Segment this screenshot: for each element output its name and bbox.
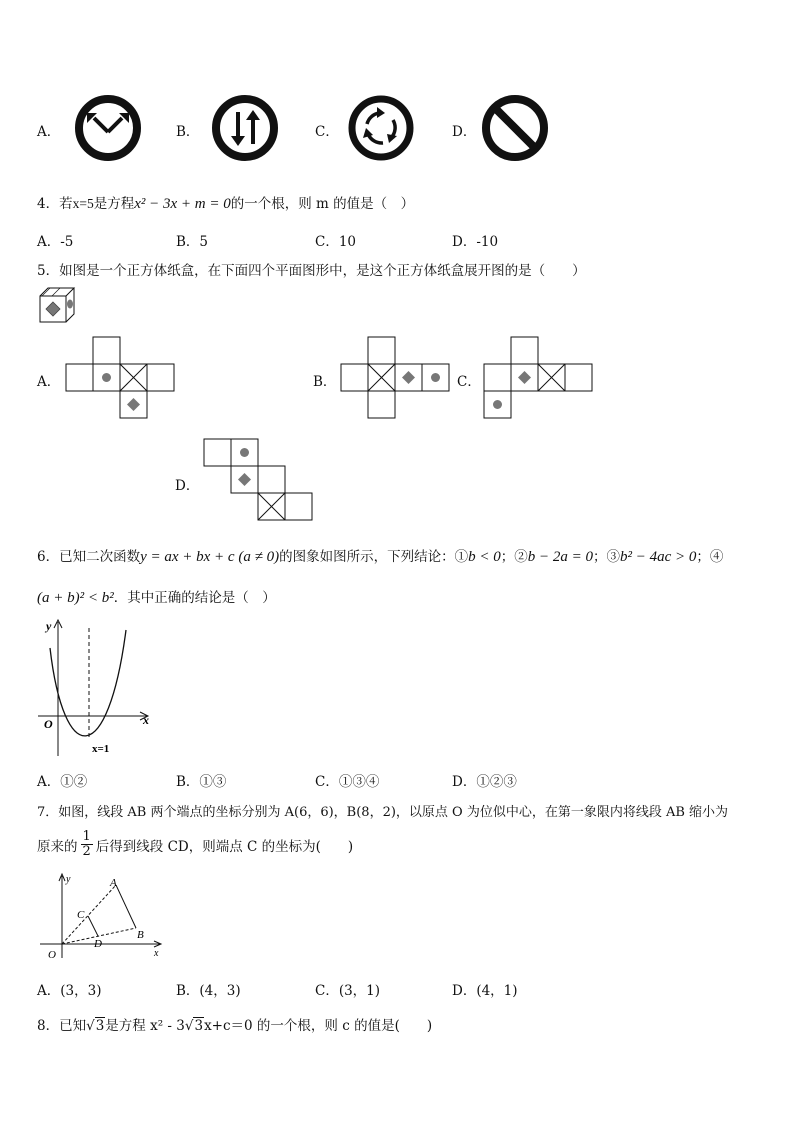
- q7-line2-b: 后得到线段 CD，则端点 C 的坐标为( ): [95, 838, 354, 855]
- q3-option-b-label: B．: [176, 124, 200, 140]
- q6-parabola-graph: [36, 618, 160, 758]
- q6-stem-line1: [37, 545, 723, 566]
- q8-radicand-2: 3: [194, 1018, 204, 1034]
- q5-stem: 5．如图是一个正方体纸盒，在下面四个平面图形中，是这个正方体纸盒展开图的是（ ）: [37, 263, 586, 279]
- q6-conclusion-4: (a + b)² < b²: [37, 590, 114, 606]
- q7-origin-label: O: [48, 949, 56, 961]
- q6-option-a: A．①②: [37, 774, 88, 790]
- q7-option-c: C．(3，1): [315, 983, 381, 999]
- q6-option-b: B．①③: [176, 774, 227, 790]
- q5-net-d: [203, 438, 315, 524]
- q4-option-c: C．10: [315, 234, 357, 250]
- q8-part-b: 是方程 x² - 3: [105, 1018, 185, 1034]
- q7-point-a-label: A: [110, 877, 117, 889]
- q6-stem-a: 6．已知二次函数: [37, 549, 141, 565]
- q5-net-a: [66, 336, 178, 420]
- q4-value: x=5: [72, 196, 94, 211]
- q7-y-label: y: [66, 874, 71, 885]
- q7-option-a: A．(3，3): [37, 983, 102, 999]
- q5-option-d-label: D．: [175, 478, 200, 494]
- cube-box-figure: [38, 286, 82, 326]
- q4-tail: 的一个根，则 m 的值是（ ）: [230, 196, 415, 212]
- q6-stem-line2: [37, 586, 276, 607]
- q3-option-a-label: A．: [37, 124, 61, 140]
- q5-option-a-label: A．: [37, 374, 61, 390]
- q7-fraction-numerator: 1: [82, 829, 91, 844]
- q8-part-c: x+c＝0 的一个根，则 c 的值是( ): [204, 1018, 433, 1034]
- q6-option-c: C．①③④: [315, 774, 380, 790]
- q6-stem-c: ．其中正确的结论是（ ）: [113, 590, 276, 606]
- roundabout-sign-icon: [345, 94, 417, 162]
- q6-sep-2: ；③: [592, 549, 620, 565]
- two-way-traffic-sign-icon: [209, 94, 281, 162]
- q8-sqrt-sign: √: [86, 1018, 95, 1034]
- q6-sep-3: ；④: [696, 549, 724, 565]
- q7-fraction-denominator: 2: [82, 844, 91, 859]
- q6-y-label: y: [46, 619, 52, 633]
- q7-point-d-label: D: [94, 938, 102, 950]
- q4-stem: [37, 192, 414, 213]
- q7-point-b-label: B: [137, 929, 144, 941]
- q6-conclusion-2: b − 2a = 0: [527, 549, 593, 565]
- q4-option-b: B．5: [176, 234, 209, 250]
- q3-option-c-label: C．: [315, 124, 339, 140]
- q3-option-d-label: D．: [452, 124, 477, 140]
- q6-function: y = ax + bx + c (a ≠ 0): [140, 549, 280, 565]
- q5-net-c: [484, 336, 596, 420]
- no-entry-sign-icon: [479, 94, 551, 162]
- q6-stem-b: 的图象如图所示，下列结论：①: [279, 549, 469, 565]
- q6-x-label: x: [143, 713, 149, 727]
- q7-fraction: [81, 830, 93, 859]
- q4-option-a: A．-5: [37, 234, 74, 250]
- q5-option-b-label: B．: [313, 374, 337, 390]
- q7-dilation-graph: [36, 872, 166, 962]
- q7-x-label: x: [154, 948, 159, 959]
- q8-stem: [37, 1014, 432, 1034]
- q7-line2-a: 原来的: [37, 838, 78, 855]
- q7-option-b: B．(4，3): [176, 983, 241, 999]
- q5-option-c-label: C．: [457, 374, 481, 390]
- q6-option-d: D．①②③: [452, 774, 517, 790]
- q4-number: 4．若: [37, 196, 73, 212]
- q4-equation: x² − 3x + m = 0: [134, 196, 231, 212]
- q6-conclusion-3: b² − 4ac > 0: [619, 549, 697, 565]
- q7-option-d: D．(4，1): [452, 983, 518, 999]
- q5-net-b: [341, 336, 453, 420]
- q6-origin-label: O: [44, 717, 53, 731]
- q6-sep-1: ；②: [500, 549, 528, 565]
- q8-part-a: 8．已知: [37, 1018, 87, 1034]
- q6-conclusion-1: b < 0: [468, 549, 501, 565]
- q8-radicand: 3: [95, 1018, 105, 1034]
- q4-option-d: D．-10: [452, 234, 499, 250]
- q8-sqrt-sign-2: √: [184, 1018, 194, 1034]
- q7-point-c-label: C: [77, 909, 85, 921]
- diverging-arrows-sign-icon: [72, 94, 144, 162]
- q6-axis-label: x=1: [92, 743, 110, 755]
- q4-mid: 是方程: [93, 196, 135, 212]
- q7-stem-line1: 7．如图，线段 AB 两个端点的坐标分别为 A(6，6)，B(8，2)，以原点 O 为位似中心，在第一象限内将线段 AB 缩小为: [37, 805, 729, 820]
- q7-stem-line2: [37, 830, 353, 859]
